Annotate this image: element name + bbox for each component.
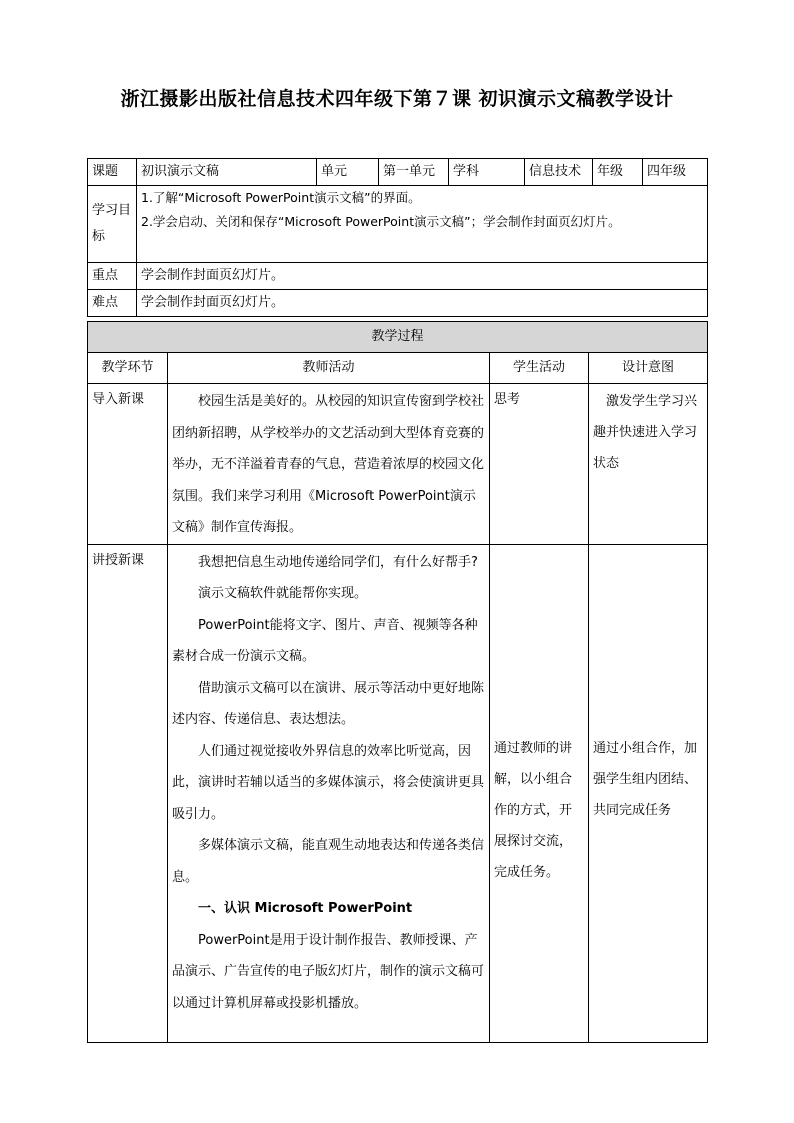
process-row-intro — [88, 384, 708, 545]
process-title: 教学过程 — [88, 322, 708, 353]
process-row-new-lesson — [88, 544, 708, 1042]
teacher-paragraph: 多媒体演示文稿，能直观生动地表达和传递各类信息。 — [172, 838, 485, 885]
teacher-paragraph: PowerPoint是用于设计制作报告、教师授课、产品演示、广告宣传的电子版幻灯片，制作的演示文稿可以通过计算机屏幕或投影机播放。 — [172, 932, 485, 1011]
teaching-process-table — [87, 321, 708, 1043]
header-teacher: 教师活动 — [168, 353, 490, 384]
teacher-paragraph: 借助演示文稿可以在演讲、展示等活动中更好地陈述内容、传递信息、表达想法。 — [172, 680, 485, 727]
student-activity-cell: 通过教师的讲解，以小组合作的方式，开展探讨交流，完成任务。 — [490, 544, 589, 1042]
teacher-activity-cell — [168, 384, 490, 545]
subject-label: 学科 — [449, 159, 525, 186]
student-activity-cell: 思考 — [490, 384, 589, 545]
teacher-paragraph: 演示文稿软件就能帮你实现。 — [198, 586, 368, 601]
goals-label: 学习目标 — [88, 186, 137, 263]
topic-label: 课题 — [88, 159, 137, 186]
subject-value: 信息技术 — [525, 159, 593, 186]
document-title: 浙江摄影出版社信息技术四年级下第７课 初识演示文稿教学设计 — [120, 88, 674, 110]
header-intent: 设计意图 — [589, 353, 708, 384]
header-student: 学生活动 — [490, 353, 589, 384]
unit-label: 单元 — [317, 159, 379, 186]
info-row-goals — [88, 186, 708, 263]
goal-item: 2.学会启动、关闭和保存“Microsoft PowerPoint演示文稿”；学会制作封面页幻灯片。 — [141, 214, 621, 229]
difficulty-label: 难点 — [88, 290, 137, 317]
teacher-activity-cell — [168, 544, 490, 1042]
header-stage: 教学环节 — [88, 353, 168, 384]
design-intent-cell: 通过小组合作，加强学生组内团结、共同完成任务 — [589, 544, 708, 1042]
topic-value: 初识演示文稿 — [137, 159, 317, 186]
teacher-paragraph: 人们通过视觉接收外界信息的效率比听觉高，因此，演讲时若辅以适当的多媒体演示，将会使演讲更具吸引力。 — [172, 743, 485, 822]
process-title-row — [88, 322, 708, 353]
teacher-paragraph: 校园生活是美好的。从校园的知识宣传窗到学校社团纳新招聘，从学校举办的文艺活动到大型体育竞赛的举办，无不洋溢着青春的气息，营造着浓厚的校园文化氛围。我们来学习利用《Microsoft PowerPoint演示文稿》制作宣传海报。 — [172, 394, 485, 535]
goals-cell — [137, 186, 708, 263]
goal-item: 1.了解“Microsoft PowerPoint演示文稿”的界面。 — [141, 190, 421, 205]
grade-value: 四年级 — [643, 159, 708, 186]
stage-cell: 讲授新课 — [88, 544, 168, 1042]
design-intent-cell: 激发学生学习兴趣并快速进入学习状态 — [589, 384, 708, 545]
teacher-paragraph: PowerPoint能将文字、图片、声音、视频等各种素材合成一份演示文稿。 — [172, 617, 478, 664]
teacher-paragraph: 我想把信息生动地传递给同学们，有什么好帮手? — [198, 554, 478, 570]
stage-cell: 导入新课 — [88, 384, 168, 545]
grade-label: 年级 — [593, 159, 643, 186]
process-header-row — [88, 353, 708, 384]
info-row-topic — [88, 159, 708, 186]
unit-value: 第一单元 — [379, 159, 449, 186]
info-row-difficulty — [88, 290, 708, 317]
lesson-info-table — [87, 158, 708, 317]
info-row-key — [88, 263, 708, 290]
section-heading: 一、认识 Microsoft PowerPoint — [198, 901, 413, 916]
key-label: 重点 — [88, 263, 137, 290]
difficulty-value: 学会制作封面页幻灯片。 — [137, 290, 708, 317]
key-value: 学会制作封面页幻灯片。 — [137, 263, 708, 290]
